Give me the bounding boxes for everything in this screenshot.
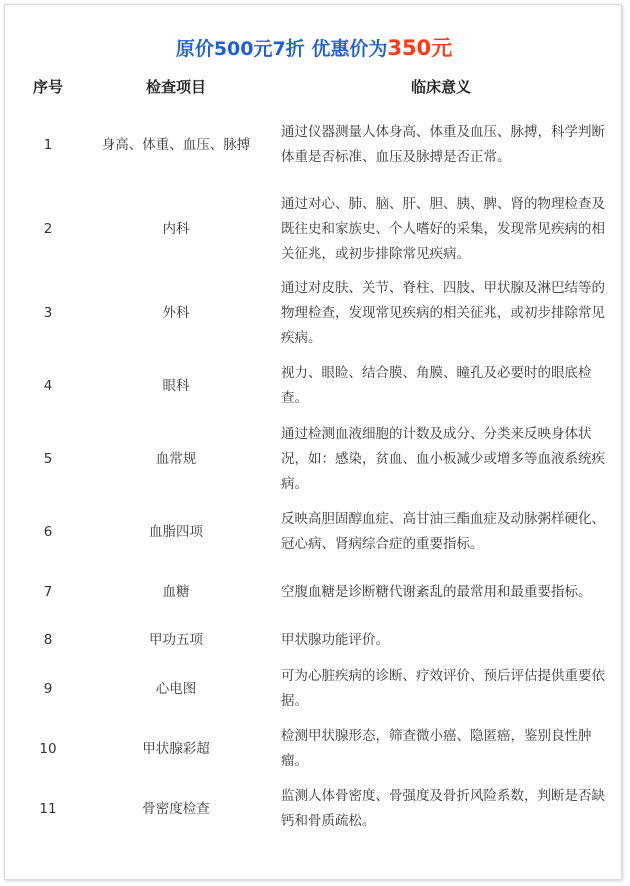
row-number: 9 [43,680,53,697]
price-title [5,35,623,62]
row-number: 3 [43,304,53,321]
row-number: 11 [39,800,57,817]
row-meaning: 通过仪器测量人体身高、体重及血压、脉搏，科学判断体重是否标准、血压及脉搏是否正常。 [281,124,605,165]
table-header-row [15,69,611,103]
row-item: 眼科 [162,377,190,394]
table-row [15,355,611,417]
row-meaning: 监测人体骨密度、骨强度及骨折风险系数，判断是否缺钙和骨质疏松。 [281,788,605,829]
row-item: 骨密度检查 [142,800,210,817]
header-item: 检查项目 [145,77,206,96]
table-row [15,563,611,621]
row-meaning: 通过对皮肤、关节、脊柱、四肢、甲状腺及淋巴结等的物理检查，发现常见疾病的相关征兆，或初步排除常见疾病。 [281,279,605,346]
row-number: 5 [43,450,53,467]
row-item: 身高、体重、血压、脉搏 [101,136,251,153]
row-meaning: 空腹血糖是诊断糖代谢紊乱的最常用和最重要指标。 [281,583,592,600]
table-row [15,659,611,719]
row-number: 10 [39,740,57,757]
table-row [15,719,611,779]
row-number: 4 [43,377,53,394]
table-row [15,501,611,563]
row-meaning: 反映高胆固醇血症、高甘油三酯血症及动脉粥样硬化、冠心病、肾病综合症的重要指标。 [281,511,605,552]
row-item: 甲功五项 [149,631,203,648]
row-item: 甲状腺彩超 [142,740,210,757]
row-item: 心电图 [155,680,197,697]
header-number: 序号 [32,77,63,96]
row-item: 血常规 [155,450,197,467]
checkup-table [15,69,611,839]
row-item: 外科 [162,304,190,321]
table-row [15,779,611,839]
row-number: 2 [43,220,53,237]
row-number: 1 [43,136,53,153]
row-meaning: 检测甲状腺形态，筛查微小癌、隐匿癌，鉴别良性肿瘤。 [281,728,592,769]
price-title-prefix: 原价500元7折 优惠价为 [175,38,388,60]
table-row [15,417,611,501]
table-row [15,103,611,187]
row-number: 7 [43,583,53,600]
row-item: 内科 [162,220,190,237]
discount-price: 350元 [387,36,453,60]
row-meaning: 可为心脏疾病的诊断、疗效评价、预后评估提供重要依据。 [281,668,605,709]
table-row [15,187,611,271]
header-meaning: 临床意义 [410,77,471,96]
row-number: 8 [43,631,53,648]
row-item: 血脂四项 [149,523,203,540]
document-card [4,4,622,880]
row-meaning: 甲状腺功能评价。 [281,631,389,648]
row-meaning: 视力、眼睑、结合膜、角膜、瞳孔及必要时的眼底检查。 [281,365,592,406]
table-row [15,621,611,659]
row-meaning: 通过对心、肺、脑、肝、胆、胰、脾、肾的物理检查及既往史和家族史、个人嗜好的采集，发现常见疾病的相关征兆，或初步排除常见疾病。 [281,195,605,262]
row-number: 6 [43,523,53,540]
row-meaning: 通过检测血液细胞的计数及成分、分类来反映身体状况，如：感染，贫血、血小板减少或增多等血液系统疾病。 [281,425,605,492]
table-row [15,271,611,355]
row-item: 血糖 [162,583,190,600]
